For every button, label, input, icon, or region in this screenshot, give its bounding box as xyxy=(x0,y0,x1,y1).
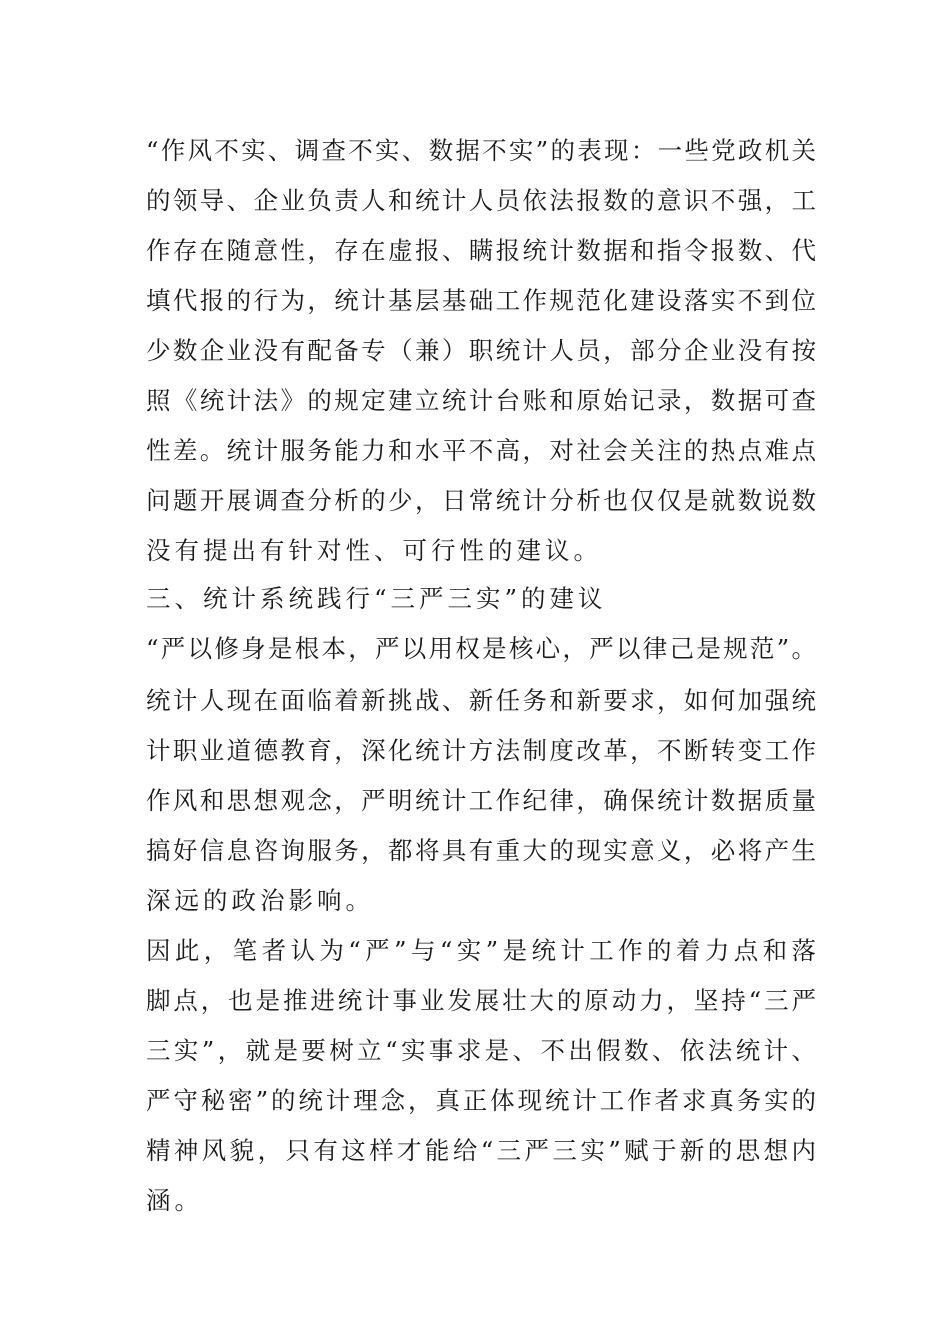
text-line: 因此，笔者认为“严”与“实”是统计工作的着力点和落 xyxy=(146,936,816,965)
text-line: 三实”，就是要树立“实事求是、不出假数、依法统计、 xyxy=(146,1036,816,1065)
text-line: 搞好信息咨询服务，都将具有重大的现实意义，必将产生 xyxy=(146,836,816,865)
text-line: 照《统计法》的规定建立统计台账和原始记录，数据可查 xyxy=(146,386,816,415)
text-line: 性差。统计服务能力和水平不高，对社会关注的热点难点 xyxy=(146,436,816,465)
text-line: 涵。 xyxy=(146,1186,203,1215)
section-heading: 三、统计系统践行“三严三实”的建议 xyxy=(146,584,607,613)
text-line: 作存在随意性，存在虚报、瞒报统计数据和指令报数、代 xyxy=(146,236,816,265)
text-line: 精神风貌，只有这样才能给“三严三实”赋于新的思想内 xyxy=(146,1136,816,1165)
text-line: 统计人现在面临着新挑战、新任务和新要求，如何加强统 xyxy=(146,686,816,715)
text-line: “严以修身是根本，严以用权是核心，严以律己是规范”。 xyxy=(146,634,816,663)
text-line: 脚点，也是推进统计事业发展壮大的原动力，坚持“三严 xyxy=(146,986,816,1015)
text-line: 深远的政治影响。 xyxy=(146,886,374,915)
text-line: 没有提出有针对性、可行性的建议。 xyxy=(146,536,602,565)
text-line: 作风和思想观念，严明统计工作纪律，确保统计数据质量 xyxy=(146,786,816,815)
text-line: 的领导、企业负责人和统计人员依法报数的意识不强，工 xyxy=(146,186,816,215)
text-line: 填代报的行为，统计基层基础工作规范化建设落实不到位 xyxy=(146,286,816,315)
text-line: 计职业道德教育，深化统计方法制度改革，不断转变工作 xyxy=(146,736,816,765)
text-line: 严守秘密”的统计理念，真正体现统计工作者求真务实的 xyxy=(146,1086,816,1115)
text-line: 少数企业没有配备专（兼）职统计人员，部分企业没有按 xyxy=(146,336,816,365)
text-line: 问题开展调查分析的少，日常统计分析也仅仅是就数说数 xyxy=(146,486,816,515)
text-line: “作风不实、调查不实、数据不实”的表现：一些党政机关 xyxy=(146,136,816,165)
